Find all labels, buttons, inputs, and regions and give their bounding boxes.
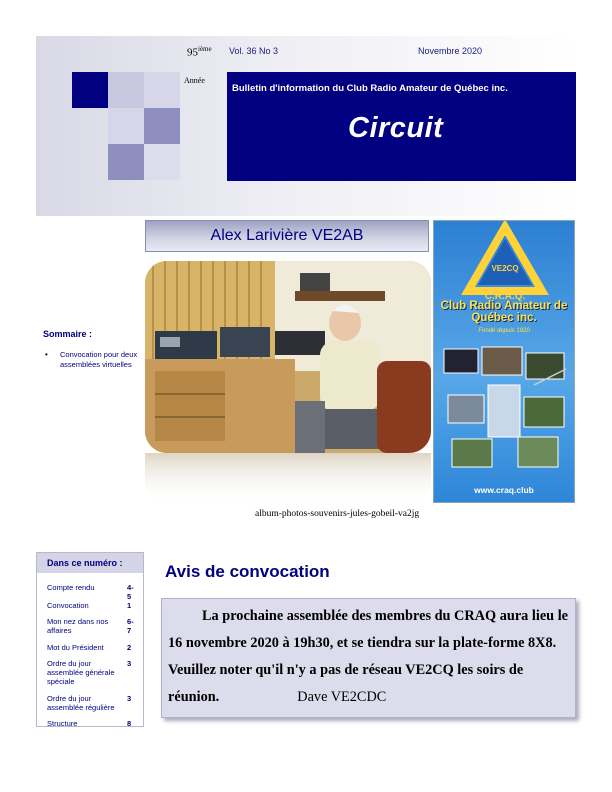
avis-body: La prochaine assemblée des membres du CRAQ aura lieu le 16 novembre 2020 à 19h30, et se tiendra sur la plate-forme 8X8. Veuillez noter qu'il n'y a pas de réseau VE2CQ les soirs de réunion. Dave VE2CDC — [168, 608, 569, 705]
table-of-contents — [36, 552, 144, 727]
feature-banner-text: Alex Larivière VE2AB — [210, 227, 364, 244]
issue-year-label: Année — [184, 76, 205, 85]
toc-page: 8 — [127, 719, 132, 728]
issue-date: Novembre 2020 — [418, 46, 483, 56]
svg-text:VE2CQ: VE2CQ — [491, 264, 519, 273]
feature-banner — [145, 220, 429, 252]
club-poster — [433, 220, 575, 503]
toc-label: Mon nez dans nos affaires — [47, 617, 109, 635]
toc-label: Ordre du jour assemblée régulière — [47, 694, 115, 712]
bulletin-subtitle: Bulletin d'information du Club Radio Amateur de Québec inc. — [232, 83, 508, 94]
feature-photo-reflection — [145, 453, 431, 503]
poster-club-name: Club Radio Amateur de Québec inc. — [440, 300, 568, 324]
poster-founded: Fondé depuis 1920 — [478, 328, 530, 334]
avis-title: Avis de convocation — [165, 562, 330, 581]
issue-number: 95ième — [187, 45, 212, 59]
toc-label: Convocation — [47, 601, 89, 610]
toc-page: 3 — [127, 659, 132, 668]
avis-body-block — [168, 603, 571, 711]
volume-label: Vol. 36 No 3 — [229, 46, 279, 56]
toc-label: Structure — [47, 719, 78, 728]
avis-box — [161, 598, 576, 718]
toc-page: 1 — [127, 601, 132, 610]
toc-page: 2 — [127, 643, 132, 652]
poster-url: www.craq.club — [474, 485, 534, 495]
newsletter-title: Circuit — [348, 112, 444, 144]
toc-page: 6-7 — [127, 617, 134, 635]
sommaire-item-label: Convocation pour deux assemblées virtuelles — [60, 350, 138, 369]
toc-label: Ordre du jour assemblée générale spéciale — [47, 659, 115, 686]
poster-letters: C.R.A.Q. — [484, 291, 526, 301]
avis-signature: Dave VE2CDC — [297, 689, 387, 705]
toc-label: Mot du Président — [47, 643, 104, 652]
photo-caption: album-photos-souvenirs-jules-gobeil-va2jg — [255, 509, 420, 519]
toc-page: 4-5 — [127, 583, 134, 601]
toc-label: Compte rendu — [47, 583, 95, 592]
toc-title: Dans ce numéro : — [47, 558, 123, 568]
craq-triangle-logo — [434, 221, 575, 301]
radio-shack-photo — [145, 261, 431, 453]
bullet-icon: • — [45, 350, 48, 359]
sommaire-title: Sommaire : — [43, 329, 93, 339]
feature-photo — [145, 261, 431, 453]
toc-page: 3 — [127, 694, 132, 703]
poster-collage — [434, 339, 575, 479]
